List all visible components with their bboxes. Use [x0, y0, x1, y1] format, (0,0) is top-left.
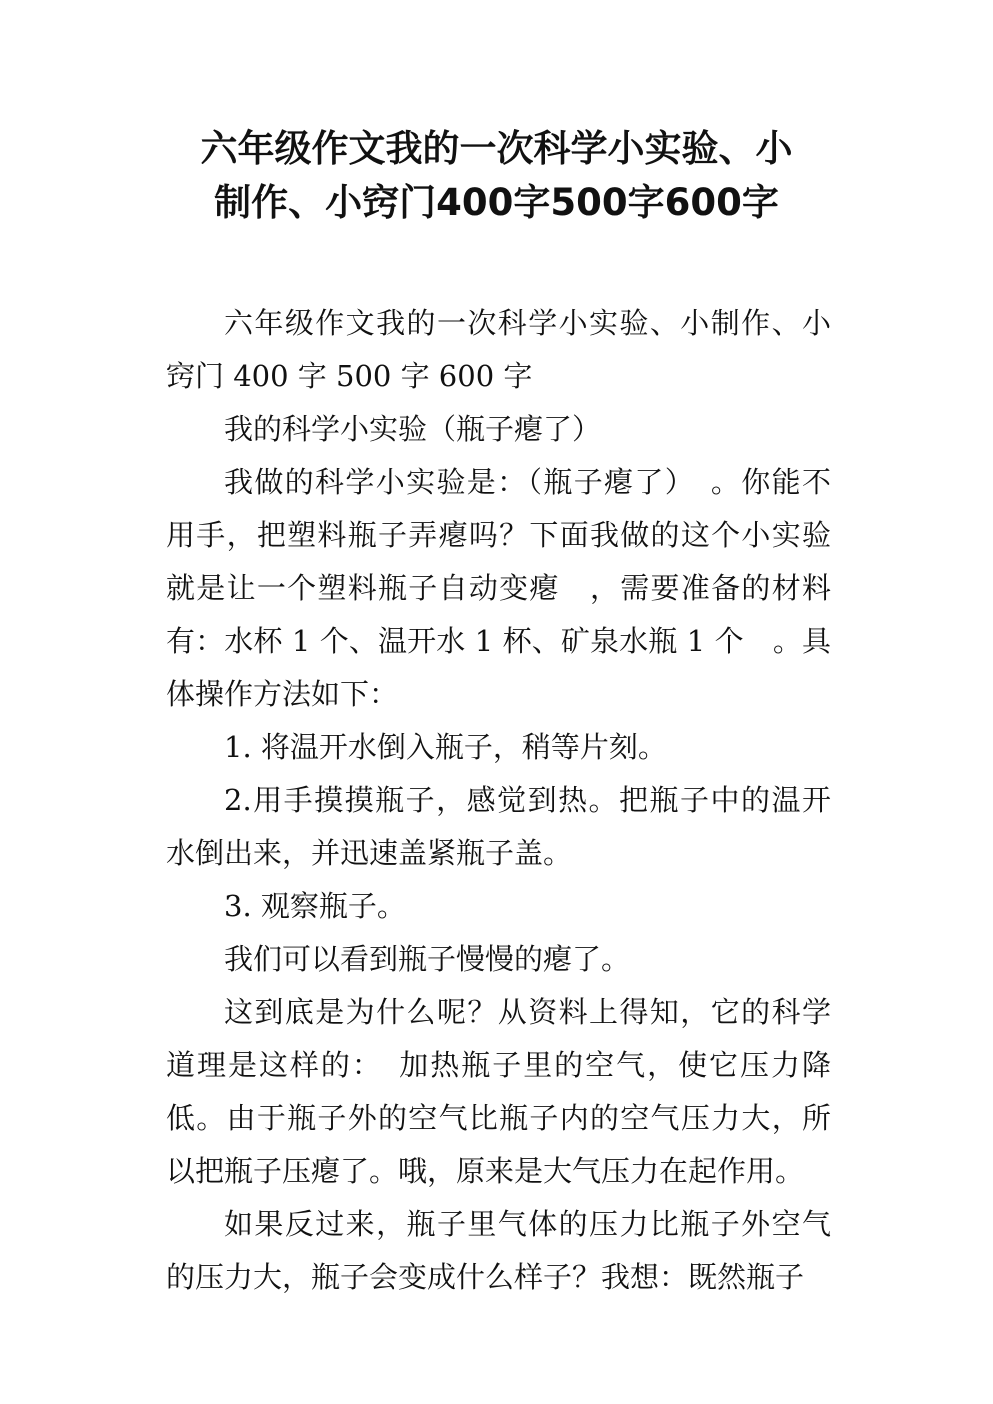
paragraph-step-3: 3. 观察瓶子。 — [224, 889, 406, 923]
paragraph-heading-repeat: 六年级作文我的一次科学小实验、小制作、小窍门 400 字 500 字 600 字 — [166, 306, 831, 393]
paragraph-intro: 我做的科学小实验是：（瓶子瘪了） 。你能不用手，把塑料瓶子弄瘪吗？下面我做的这个小实验就是让一个塑料瓶子自动变瘪 ，需要准备的材料有：水杯 1 个、温开水 1 杯、矿泉水瓶 1 个 。具体操作方法如下： — [166, 465, 831, 711]
title-line-2: 制作、小窍门400字500字600字 — [214, 181, 779, 224]
paragraph-step-1: 1. 将温开水倒入瓶子，稍等片刻。 — [224, 730, 667, 764]
paragraph-step-2: 2.用手摸摸瓶子，感觉到热。把瓶子中的温开水倒出来，并迅速盖紧瓶子盖。 — [166, 783, 831, 870]
paragraph-result: 我们可以看到瓶子慢慢的瘪了。 — [224, 942, 631, 976]
document-title — [140, 122, 853, 230]
title-line-1: 六年级作文我的一次科学小实验、小 — [200, 127, 793, 170]
paragraph-explanation: 这到底是为什么呢？从资料上得知，它的科学道理是这样的： 加热瓶子里的空气，使它压力降低。由于瓶子外的空气比瓶子内的空气压力大，所以把瓶子压瘪了。哦，原来是大气压力在起作用。 — [166, 995, 831, 1188]
paragraph-reverse: 如果反过来，瓶子里气体的压力比瓶子外空气的压力大，瓶子会变成什么样子？我想：既然瓶子 — [166, 1207, 831, 1294]
document-body — [166, 297, 831, 1304]
paragraph-subtitle: 我的科学小实验（瓶子瘪了） — [224, 412, 602, 446]
